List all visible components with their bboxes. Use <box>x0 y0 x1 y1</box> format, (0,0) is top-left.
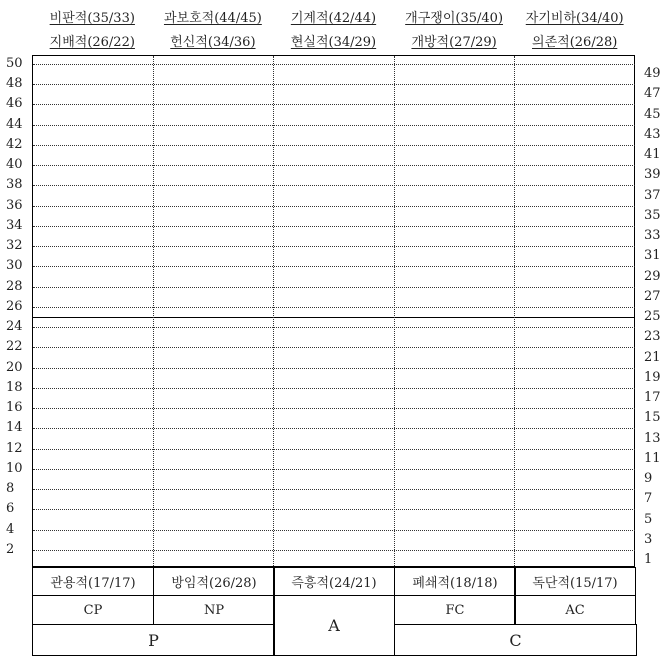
right-tick-label: 47 <box>644 86 661 101</box>
right-tick-label: 35 <box>644 208 661 223</box>
left-tick-label: 34 <box>6 218 23 233</box>
grid-line <box>33 368 635 369</box>
grid-line <box>33 509 635 510</box>
column-sub-label: 의존적(26/28) <box>532 35 618 50</box>
right-tick-label: 9 <box>644 471 653 486</box>
left-tick-label: 20 <box>6 360 23 375</box>
left-tick-label: 4 <box>6 522 15 537</box>
right-tick-label: 7 <box>644 491 653 506</box>
column-sub-label: 지배적(26/22) <box>49 35 135 50</box>
grid-line <box>33 246 635 247</box>
right-tick-label: 33 <box>644 228 661 243</box>
right-tick-label: 41 <box>644 147 661 162</box>
group-label: P <box>32 624 275 656</box>
left-tick-label: 16 <box>6 400 23 415</box>
grid-line <box>33 408 635 409</box>
grid-line <box>33 530 635 531</box>
right-tick-label: 11 <box>644 451 661 466</box>
grid-line <box>33 307 635 308</box>
right-tick-label: 17 <box>644 390 661 405</box>
right-tick-label: 45 <box>644 107 661 122</box>
right-tick-label: 49 <box>644 66 661 81</box>
plot-area <box>32 55 635 567</box>
right-tick-label: 15 <box>644 410 661 425</box>
left-tick-label: 32 <box>6 238 23 253</box>
grid-line <box>33 104 635 105</box>
left-tick-label: 22 <box>6 339 23 354</box>
column-sub-label: 개방적(27/29) <box>411 35 497 50</box>
left-tick-label: 46 <box>6 96 23 111</box>
column-top-label: 비판적(35/33) <box>49 11 135 26</box>
left-tick-label: 38 <box>6 177 23 192</box>
grid-line <box>33 287 635 288</box>
left-tick-label: 18 <box>6 380 23 395</box>
column-top-label: 자기비하(34/40) <box>525 11 624 26</box>
right-tick-label: 25 <box>644 309 661 324</box>
column-code-label: NP <box>153 595 275 625</box>
column-top-label: 개구쟁이(35/40) <box>405 11 504 26</box>
column-divider <box>394 56 395 566</box>
left-tick-label: 48 <box>6 76 23 91</box>
grid-line <box>33 489 635 490</box>
column-bottom-label: 관용적(17/17) <box>32 567 154 596</box>
column-top-label: 기계적(42/44) <box>290 11 377 26</box>
grid-line <box>33 125 635 126</box>
group-label: A <box>273 595 395 656</box>
grid-line <box>33 266 635 267</box>
column-sub-label: 헌신적(34/36) <box>170 35 256 50</box>
column-code-label: CP <box>32 595 154 625</box>
column-divider <box>153 56 154 566</box>
left-tick-label: 50 <box>6 56 23 71</box>
grid-line <box>33 347 635 348</box>
right-tick-label: 29 <box>644 269 661 284</box>
right-tick-label: 13 <box>644 431 661 446</box>
column-bottom-label: 폐쇄적(18/18) <box>394 567 516 596</box>
right-tick-label: 27 <box>644 289 661 304</box>
left-tick-label: 10 <box>6 461 23 476</box>
left-tick-label: 2 <box>6 542 15 557</box>
grid-line <box>33 145 635 146</box>
left-tick-label: 8 <box>6 481 15 496</box>
grid-line <box>33 185 635 186</box>
midline <box>33 317 635 318</box>
grid-line <box>33 428 635 429</box>
right-tick-label: 3 <box>644 532 653 547</box>
grid-line <box>33 469 635 470</box>
right-tick-label: 21 <box>644 350 661 365</box>
column-sub-label: 현실적(34/29) <box>290 35 377 50</box>
left-tick-label: 42 <box>6 137 23 152</box>
grid-line <box>33 449 635 450</box>
column-bottom-label: 즉흥적(24/21) <box>273 567 395 596</box>
grid-line <box>33 388 635 389</box>
right-tick-label: 23 <box>644 329 661 344</box>
right-tick-label: 31 <box>644 248 661 263</box>
column-divider <box>273 56 274 566</box>
left-tick-label: 28 <box>6 279 23 294</box>
grid-line <box>33 550 635 551</box>
column-code-label: AC <box>514 595 636 625</box>
grid-line <box>33 226 635 227</box>
right-tick-label: 37 <box>644 188 661 203</box>
column-divider <box>514 56 515 566</box>
column-top-label: 과보호적(44/45) <box>163 11 262 26</box>
column-bottom-label: 방임적(26/28) <box>153 567 275 596</box>
left-tick-label: 14 <box>6 420 23 435</box>
grid-line <box>33 84 635 85</box>
column-code-label: FC <box>394 595 516 625</box>
left-tick-label: 26 <box>6 299 23 314</box>
grid-line <box>33 206 635 207</box>
right-tick-label: 1 <box>644 552 653 567</box>
left-tick-label: 6 <box>6 501 15 516</box>
right-tick-label: 39 <box>644 167 661 182</box>
column-bottom-label: 독단적(15/17) <box>514 567 636 596</box>
right-tick-label: 19 <box>644 370 661 385</box>
right-tick-label: 5 <box>644 512 653 527</box>
grid-line <box>33 327 635 328</box>
right-tick-label: 43 <box>644 127 661 142</box>
left-tick-label: 30 <box>6 258 23 273</box>
left-tick-label: 40 <box>6 157 23 172</box>
grid-line <box>33 64 635 65</box>
left-tick-label: 44 <box>6 117 23 132</box>
group-label: C <box>394 624 637 656</box>
left-tick-label: 24 <box>6 319 23 334</box>
left-tick-label: 12 <box>6 441 23 456</box>
left-tick-label: 36 <box>6 198 23 213</box>
grid-line <box>33 165 635 166</box>
